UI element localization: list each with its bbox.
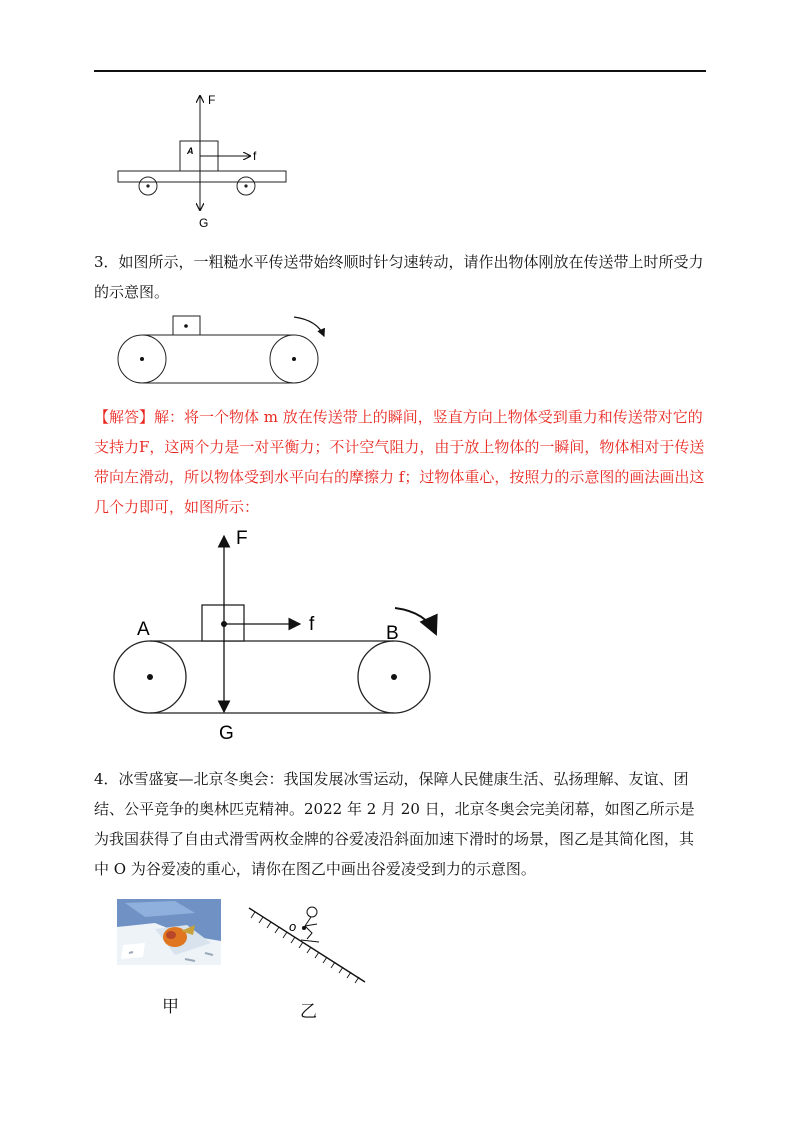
label-f: f xyxy=(253,149,257,163)
slope-hatching xyxy=(251,912,359,983)
skier-slope-diagram xyxy=(245,902,375,992)
label-G: G xyxy=(199,216,209,230)
cart-board xyxy=(118,171,286,182)
figure-cart-forces xyxy=(110,88,300,230)
question-3 xyxy=(94,247,708,307)
question-4-number: 4． xyxy=(94,770,119,788)
label-A: A xyxy=(187,146,194,156)
label-O: o xyxy=(289,919,297,934)
answer-3 xyxy=(94,402,708,522)
label-f-large: f xyxy=(309,614,315,635)
header-rule xyxy=(94,70,706,72)
rotation-arrow-large xyxy=(395,608,436,634)
label-G-large: G xyxy=(219,723,234,744)
caption-jia: 甲 xyxy=(162,997,179,1017)
question-3-text: 如图所示，一粗糙水平传送带始终顺时针匀速转动，请作出物体刚放在传送带上时所受力的示意图。 xyxy=(94,253,704,301)
label-F-large: F xyxy=(236,528,248,549)
caption-yi: 乙 xyxy=(300,1002,317,1022)
label-A-large: A xyxy=(137,619,150,640)
slope-line xyxy=(249,908,365,982)
label-B-large: B xyxy=(386,623,399,644)
figure-conveyor-small xyxy=(112,312,342,392)
skier-figure xyxy=(301,907,319,942)
label-F: F xyxy=(208,93,216,107)
skier-photo xyxy=(115,895,225,977)
answer-3-text: 解：将一个物体 m 放在传送带上的瞬间，竖直方向上物体受到重力和传送带对它的支持力F，这两个力是一对平衡力；不计空气阻力，由于放上物体的一瞬间，物体相对于传送带向左滑动，所以物体受到水平向右的摩擦力 f；过物体重心，按照力的示意图的画法画出这几个力即可，如图所示： xyxy=(94,408,705,516)
answer-3-tag: 【解答】 xyxy=(94,408,155,426)
question-4-text: 冰雪盛宴—北京冬奥会：我国发展冰雪运动，保障人民健康生活、弘扬理解、友谊、团结、公平竞争的奥林匹克精神。2022 年 2 月 20 日，北京冬奥会完美闭幕，如图乙所示是为我国获得了自由式滑雪两枚金牌的谷爱凌沿斜面加速下滑时的场景，图乙是其简化图，其中 O 为谷爱凌的重心，请你在图乙中画出谷爱凌受到力的示意图。 xyxy=(94,770,695,878)
question-3-number: 3． xyxy=(94,253,119,271)
rotation-arrow-small xyxy=(294,317,324,336)
question-4 xyxy=(94,764,708,884)
figure-conveyor-forces xyxy=(110,522,460,748)
